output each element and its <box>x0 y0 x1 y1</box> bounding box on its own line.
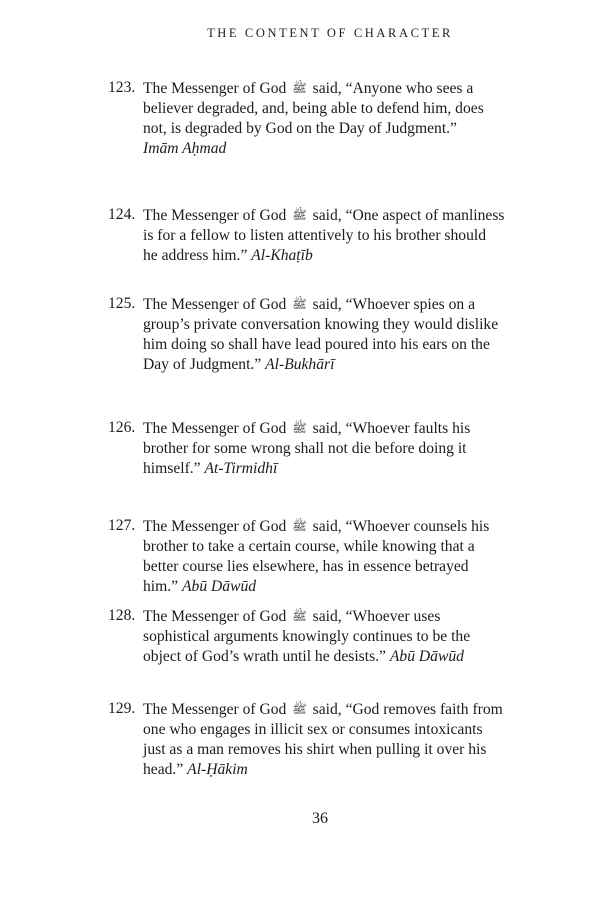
entry-line: The Messenger of God ﷺ said, “Whoever uses <box>143 608 441 625</box>
entry-line: he address him.” Al-Khaṭīb <box>143 247 313 264</box>
entry-line: is for a fellow to listen attentively to his brother should <box>143 227 487 244</box>
entry-line: The Messenger of God ﷺ said, “Whoever counsels his <box>143 518 490 535</box>
entry-line: object of God’s wrath until he desists.” Abū Dāwūd <box>143 648 464 665</box>
entry-number: 123. <box>108 79 136 96</box>
entry-line: brother for some wrong shall not die before doing it <box>143 440 467 457</box>
entry-source: Abū Dāwūd <box>389 648 464 665</box>
hadith-entry-124 <box>108 205 568 266</box>
hadith-entry-129 <box>108 699 568 780</box>
salutation-glyph: ﷺ <box>292 609 307 623</box>
entry-line: just as a man removes his shirt when pulling it over his <box>143 741 487 758</box>
entry-line: himself.” At-Tirmidhī <box>143 460 278 477</box>
entry-line: not, is degraded by God on the Day of Judgment.” <box>143 120 457 137</box>
hadith-entry-127 <box>108 516 568 597</box>
entry-line: believer degraded, and, being able to defend him, does <box>143 100 484 117</box>
entry-line: head.” Al-Ḥākim <box>143 761 248 778</box>
entry-source: Abū Dāwūd <box>182 578 257 595</box>
entry-line: him doing so shall have lead poured into his ears on the <box>143 336 490 353</box>
entry-line: sophistical arguments knowingly continues to be the <box>143 628 471 645</box>
salutation-glyph: ﷺ <box>292 519 307 533</box>
entry-line: Day of Judgment.” Al-Bukhārī <box>143 356 335 373</box>
entry-source: Al-Khaṭīb <box>251 247 313 264</box>
entry-source: At-Tirmidhī <box>204 460 278 477</box>
entry-source-line <box>108 139 568 159</box>
hadith-entry-123 <box>108 78 568 159</box>
hadith-entry-125 <box>108 294 568 375</box>
hadith-entry-128 <box>108 606 568 667</box>
salutation-glyph: ﷺ <box>292 702 307 716</box>
salutation-glyph: ﷺ <box>292 421 307 435</box>
entry-line: The Messenger of God ﷺ said, “Whoever spies on a <box>143 296 476 313</box>
entry-line: brother to take a certain course, while knowing that a <box>143 538 475 555</box>
entry-line: better course lies elsewhere, has in essence betrayed <box>143 558 469 575</box>
entry-line: The Messenger of God ﷺ said, “God removes faith from <box>143 701 503 718</box>
entry-line: The Messenger of God ﷺ said, “Anyone who sees a <box>143 80 474 97</box>
entry-source: Al-Bukhārī <box>265 356 335 373</box>
entry-line: group’s private conversation knowing they would dislike <box>143 316 499 333</box>
salutation-glyph: ﷺ <box>292 81 307 95</box>
entry-number: 128. <box>108 607 136 624</box>
entry-number: 129. <box>108 700 136 717</box>
salutation-glyph: ﷺ <box>292 297 307 311</box>
entry-line: him.” Abū Dāwūd <box>143 578 257 595</box>
salutation-glyph: ﷺ <box>292 208 307 222</box>
hadith-entry-126 <box>108 418 568 479</box>
entry-source: Imām Aḥmad <box>143 140 227 157</box>
entry-number: 127. <box>108 517 136 534</box>
entry-line: one who engages in illicit sex or consumes intoxicants <box>143 721 483 738</box>
entry-number: 125. <box>108 295 136 312</box>
entry-line: The Messenger of God ﷺ said, “One aspect of manliness <box>143 207 505 224</box>
running-head: THE CONTENT OF CHARACTER <box>207 26 453 40</box>
entry-number: 126. <box>108 419 136 436</box>
page-number: 36 <box>312 810 328 827</box>
entry-number: 124. <box>108 206 136 223</box>
entry-line: The Messenger of God ﷺ said, “Whoever faults his <box>143 420 471 437</box>
entry-source: Al-Ḥākim <box>187 761 248 778</box>
